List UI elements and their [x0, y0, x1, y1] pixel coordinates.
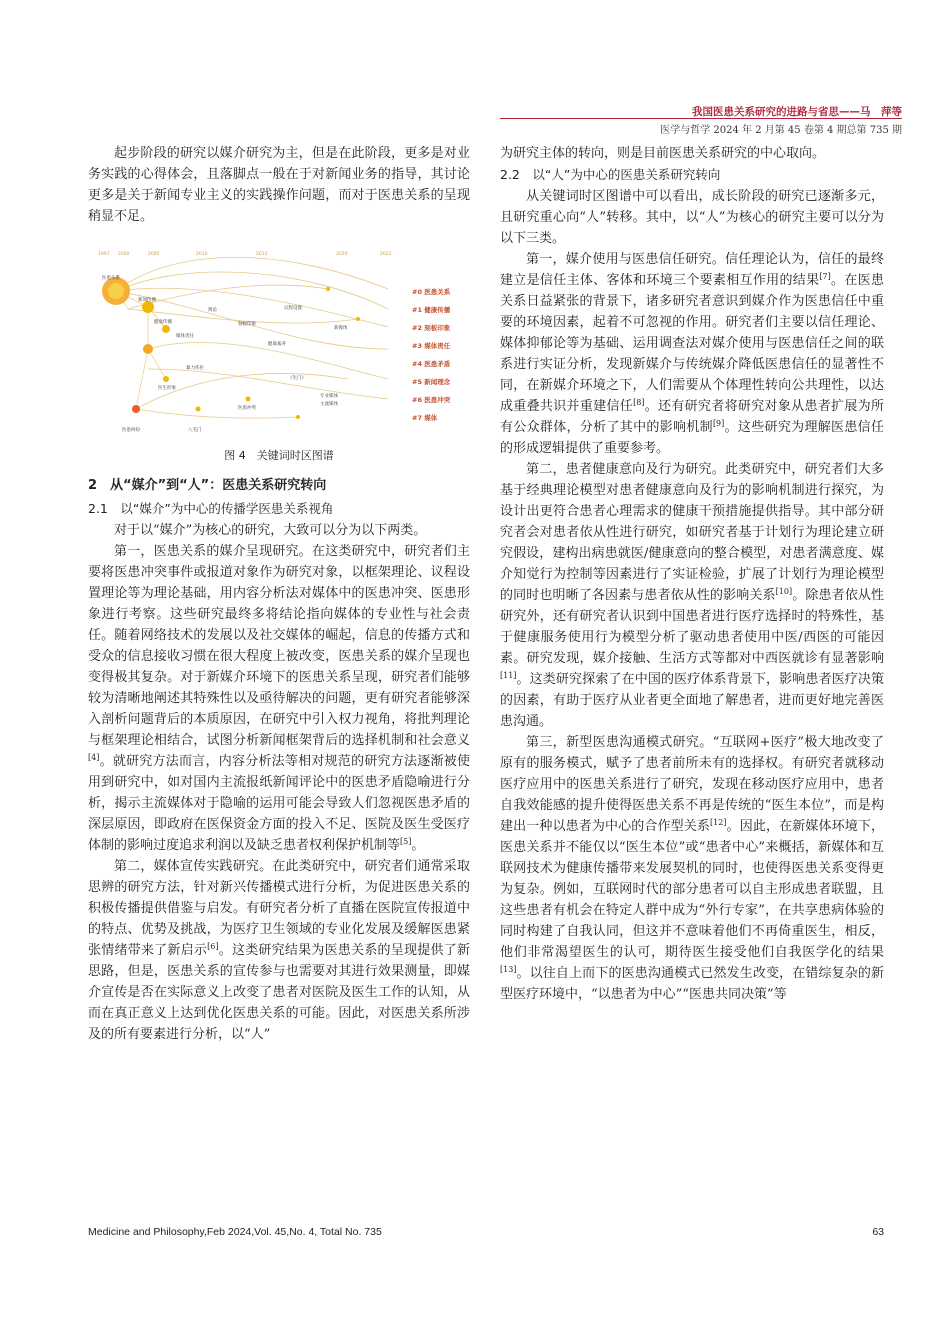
year-tick: 2000	[118, 252, 130, 257]
year-tick: 2010	[196, 252, 208, 257]
paragraph: 第一，医患关系的媒介呈现研究。在这类研究中，研究者们主要将医患冲突事件或报道对象作为研究对象，以框架理论、议程设置理论等为理论基础，用内容分析法对媒体中的医患冲突、医患形象进行考察。这些研究最终多将结论指向媒体的专业性与社会责任。随着网络技术的发展以及社交媒体的崛起，信息的传播方式和受众的信息接收习惯在很大程度上被改变，医患关系的媒介呈现也变得极其复杂。对于新媒介环境下的医患关系呈现，研究者们能够较为清晰地阐述其特殊性以及亟待解决的问题，更有研究者能够深入剖析问题背后的本质原因，在研究中引入权力视角，将批判理论与框架理论相结合，试图分析新闻框架背后的选择机制和社会意义[4]。就研究方法而言，内容分析法等相对规范的研究方法逐渐被使用到研究中，如对国内主流报纸新闻评论中的医患矛盾隐喻进行分析，揭示主流媒体对于隐喻的运用可能会导致人们忽视医患矛盾的深层原因，即政府在医保资金方面的投入不足、医院及医生受医疗体制的影响过度追求利润以及缺乏患者权利保护机制等[5]。	[88, 544, 470, 853]
paragraph: 第三，新型医患沟通模式研究。“互联网+医疗”极大地改变了原有的服务模式，赋予了患者前所未有的选择权。有研究者就移动医疗应用中的医患关系进行了研究，发现在移动医疗应用中，患者自我效能感的提升使得医患关系不再是传统的“医生本位”，而是构建出一种以患者为中心的合作型关系[12]。因此，在新媒体环境下，医患关系并不能仅以“医生本位”或“患者中心”来概括，新媒体和互联网技术为健康传播带来发展契机的同时，也使得医患关系变得更为复杂。例如，互联网时代的部分患者可以自主形成患者联盟，且这些患者有机会在特定人群中成为“外行专家”，在共享患病体验的同时构建了自我认同，但这并不意味着他们不再倚重医生，相反，他们非常渴望医生的认可，期待医生接受他们自我医学化的结果[13]。以往自上而下的医患沟通模式已然发生改变，在错综复杂的新型医疗环境中，“以患者为中心”“医患共同决策”等	[500, 735, 884, 1002]
paragraph: 为研究主体的转向，则是目前医患关系研究的中心取向。	[500, 146, 826, 161]
left-column	[88, 143, 470, 1045]
section-heading-2-2: 2.2 以“人”为中心的医患关系研究转向	[500, 167, 721, 182]
node-label: 新闻传播	[138, 298, 156, 303]
citation: [8]	[633, 398, 645, 407]
node-label: 健康传播	[154, 320, 172, 325]
node-label: 专业媒体	[320, 394, 338, 399]
citation: [11]	[500, 671, 517, 680]
figure-legend	[412, 283, 450, 427]
figure-keyword-timezone-map	[88, 249, 470, 439]
citation: [7]	[819, 272, 831, 281]
header-rule	[500, 118, 902, 119]
year-tick: 2020	[336, 252, 348, 257]
paragraph: 从关键词时区图谱中可以看出，成长阶段的研究已逐渐多元，且研究重心向“人”转移。其中，以“人”为核心的研究主要可以分为以下三类。	[500, 189, 884, 246]
node-label: 刻板印象	[238, 322, 256, 327]
node-label: 暴力伤医	[186, 366, 204, 371]
node-label: 医患纠纷	[122, 428, 140, 433]
paragraph: 对于以“媒介”为核心的研究，大致可以分为以下两类。	[114, 523, 427, 538]
legend-item: #5 新闻理念	[412, 378, 451, 386]
node-label: 医生形象	[158, 386, 176, 391]
section-heading-2-1: 2.1 以“媒介”为中心的传播学医患关系视角	[88, 501, 334, 516]
node-label: 健康素养	[268, 342, 286, 347]
year-tick: 1997	[98, 252, 110, 257]
citation: [10]	[775, 587, 793, 596]
node-label: 媒体责任	[176, 334, 194, 339]
page-number: 63	[872, 1226, 884, 1238]
citation: [13]	[500, 965, 517, 974]
node-label: 医患关系	[102, 276, 120, 281]
legend-item: #3 媒体责任	[412, 342, 451, 350]
paragraph: 第二，媒体宣传实践研究。在此类研究中，研究者们通常采取思辨的研究方法，针对新兴传播模式进行分析，为促进医患关系的积极传播提供借鉴与启发。有研究者分析了直播在医院宣传报道中的特点、优势及挑战，为医疗卫生领域的专业化发展及缓解医患紧张情绪带来了新启示[6]。这类研究结果为医患关系的呈现提供了新思路，但是，医患关系的宣传参与也需要对其进行效果测量，即媒介宣传是否在实际意义上改变了患者对医院及医生工作的认知，从而在真正意义上达到优化医患关系的可能。因此，对医患关系所涉及的所有要素进行分析，以“人”	[88, 859, 470, 1042]
citation: [12]	[710, 818, 727, 827]
citation: [4]	[88, 753, 100, 762]
running-header-title: 我国医患关系研究的进路与省思——马 萍等	[692, 106, 902, 118]
legend-item: #0 医患关系	[412, 288, 451, 296]
legend-item: #2 刻板印象	[412, 324, 451, 332]
node-label: 主流媒体	[320, 402, 338, 407]
node-label: 舆论	[208, 308, 217, 313]
year-tick: 2022	[380, 252, 392, 257]
citation: [5]	[400, 837, 412, 846]
year-tick: 2015	[256, 252, 268, 257]
year-tick: 2005	[148, 252, 160, 257]
node-label: 议程设置	[284, 306, 302, 311]
node-label: 新媒体	[334, 326, 348, 331]
node-label: 医患冲突	[238, 406, 256, 411]
legend-item: #7 媒体	[412, 414, 438, 422]
paragraph: 起步阶段的研究以媒介研究为主，但是在此阶段，更多是对业务实践的心得体会，且落脚点一般在于对新闻业务的指导，其讨论更多是关于新闻专业主义的实践操作问题，而对于医患关系的呈现稍显不足。	[88, 146, 470, 224]
node-label: 《生门》	[288, 376, 306, 381]
paragraph: 第二，患者健康意向及行为研究。此类研究中，研究者们大多基于经典理论模型对患者健康意向及行为的影响机制进行探究，为设计出更符合患者心理需求的健康干预措施提供指导。其中部分研究者会对患者依从性进行研究，如研究者基于计划行为理论建立研究假设，建构出病患就医/健康意向的整合模型，对患者满意度、媒介知觉行为控制等因素进行了实证检验，扩展了计划行为理论模型的同时也明晰了各因素与患者依从性的影响关系[10]。除患者依从性研究外，还有研究者认识到中国患者进行医疗选择时的特殊性，基于健康服务使用行为模型分析了驱动患者使用中医/西医的可能因素。研究发现，媒介接触、生活方式等都对中西医就诊有显著影响[11]。这类研究探索了在中国的医疗体系背景下，影响患者医疗决策的因素，有助于医疗从业者更全面地了解患者，进而更好地完善医患沟通。	[500, 462, 884, 729]
paragraph: 第一，媒介使用与医患信任研究。信任理论认为，信任的最终建立是信任主体、客体和环境三个要素相互作用的结果[7]。在医患关系日益紧张的背景下，诸多研究者意识到媒介作为医患信任中重要的环境因素，起着不可忽视的作用。研究者们主要以信任理论、媒体抑郁论等为基础、运用调查法对媒介使用与医患信任之间的联系进行实证分析，发现新媒介与传统媒介降低医患信任的显著性不同，在新媒介环境之下，人们需要从个体理性转向公共理性，以达成重叠共识并重建信任[8]。还有研究者将研究对象从患者扩展为所有公众群体，分析了其中的影响机制[9]。这些研究为理解医患信任的形成逻辑提供了重要参考。	[500, 252, 884, 456]
citation: [6]	[207, 942, 219, 951]
node-label: 八毛门	[188, 428, 202, 433]
legend-item: #1 健康传播	[412, 306, 451, 314]
running-header-issue: 医学与哲学 2024 年 2 月第 45 卷第 4 期总第 735 期	[660, 125, 902, 136]
right-column	[500, 143, 884, 1005]
figure-caption: 图 4 关键词时区图谱	[224, 449, 334, 462]
legend-item: #6 医患冲突	[412, 396, 451, 404]
citation: [9]	[712, 419, 725, 428]
section-heading-2: 2 从“媒介”到“人”：医患关系研究转向	[88, 478, 327, 493]
legend-item: #4 医患矛盾	[412, 360, 451, 368]
footer-journal: Medicine and Philosophy,Feb 2024,Vol. 45,No. 4, Total No. 735	[88, 1226, 382, 1238]
